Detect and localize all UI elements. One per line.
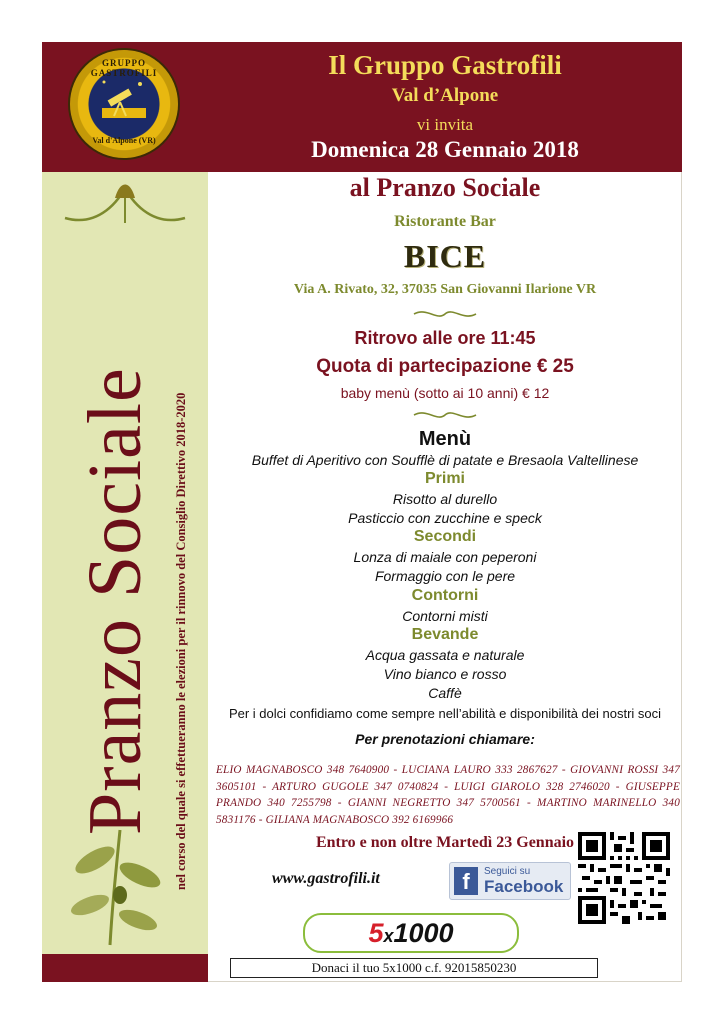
participation-fee: Quota di partecipazione € 25 xyxy=(316,356,574,377)
website-link[interactable]: www.gastrofili.it xyxy=(272,870,380,887)
menu-item: Acqua gassata e naturale xyxy=(365,647,525,663)
vertical-title: Pranzo Sociale xyxy=(73,367,157,835)
logo-top-text: GRUPPO GASTROFILI xyxy=(90,58,158,78)
menu-item: Contorni misti xyxy=(402,608,488,624)
booking-deadline: Entro e non oltre Martedì 23 Gennaio xyxy=(315,834,575,851)
menu-item: Lonza di maiale con peperoni xyxy=(353,549,537,565)
five-x-mid: x xyxy=(383,926,394,946)
menu-section-bevande: Bevande xyxy=(411,626,479,643)
menu-item: Formaggio con le pere xyxy=(374,568,516,584)
menu-item: Pasticcio con zucchine e speck xyxy=(348,510,542,526)
menu-section-contorni: Contorni xyxy=(411,587,479,604)
qr-code-icon[interactable] xyxy=(578,832,670,924)
five-x-thousand: 1000 xyxy=(393,918,454,948)
group-title: Il Gruppo Gastrofili xyxy=(328,50,562,80)
event-date: Domenica 28 Gennaio 2018 xyxy=(311,137,579,162)
facebook-icon: f xyxy=(454,867,478,895)
invite-text: vi invita xyxy=(416,115,474,134)
meeting-time: Ritrovo alle ore 11:45 xyxy=(354,328,536,348)
group-subtitle: Val d’Alpone xyxy=(391,85,499,106)
facebook-follow-button[interactable] xyxy=(449,862,571,900)
five-per-thousand-logo xyxy=(303,913,519,953)
venue-type: Ristorante Bar xyxy=(394,213,496,230)
logo-bottom-text: Val d'Alpone (VR) xyxy=(92,136,156,145)
facebook-label: Facebook xyxy=(484,877,564,896)
club-logo xyxy=(70,50,178,158)
booking-heading: Per prenotazioni chiamare: xyxy=(355,731,535,747)
baby-menu-fee: baby menù (sotto ai 10 anni) € 12 xyxy=(340,385,550,401)
venue-name: BICE xyxy=(403,238,487,274)
facebook-small-label: Seguici su xyxy=(484,866,531,877)
left-bottom-band xyxy=(42,954,208,982)
donation-box xyxy=(230,958,598,978)
vertical-note: nel corso del quale si effettueranno le elezioni per il rinnovo del Consiglio Direttivo 2018-2020 xyxy=(174,392,188,890)
venue-address: Via A. Rivato, 32, 37035 San Giovanni Ilarione VR xyxy=(293,282,597,297)
menu-aperitivo: Buffet di Aperitivo con Soufflè di patate e Bresaola Valtellinese xyxy=(251,452,639,468)
five-x-digit: 5 xyxy=(368,918,384,948)
menu-item: Risotto al durello xyxy=(392,491,498,507)
booking-contacts: ELIO MAGNABOSCO 348 7640900 - LUCIANA LAURO 333 2867627 - GIOVANNI ROSSI 347 3605101 - ARTURO GUGOLE 347 0740824 - LUIGI GIAROLO 328 2746020 - GIUSEPPE PRANDO 340 7255798 - GIANNI NEGRETTO 347 5700561 - MARTINO MARINELLO 340 5831176 - GILIANA MAGNABOSCO 392 6169966 xyxy=(216,764,680,826)
menu-section-primi: Primi xyxy=(424,470,465,487)
divider-ornament-icon xyxy=(412,408,478,422)
thistle-flower-icon xyxy=(60,178,190,238)
menu-item: Caffè xyxy=(428,685,462,701)
event-name: al Pranzo Sociale xyxy=(349,173,541,202)
menu-section-secondi: Secondi xyxy=(413,528,477,545)
menu-heading: Menù xyxy=(418,428,472,450)
dolci-note: Per i dolci confidiamo come sempre nell’abilità e disponibilità dei nostri soci xyxy=(228,706,662,721)
donation-text: Donaci il tuo 5x1000 c.f. 92015850230 xyxy=(311,960,517,975)
divider-ornament-icon xyxy=(412,307,478,321)
menu-item: Vino bianco e rosso xyxy=(383,666,507,682)
olive-branch-icon xyxy=(60,820,170,950)
